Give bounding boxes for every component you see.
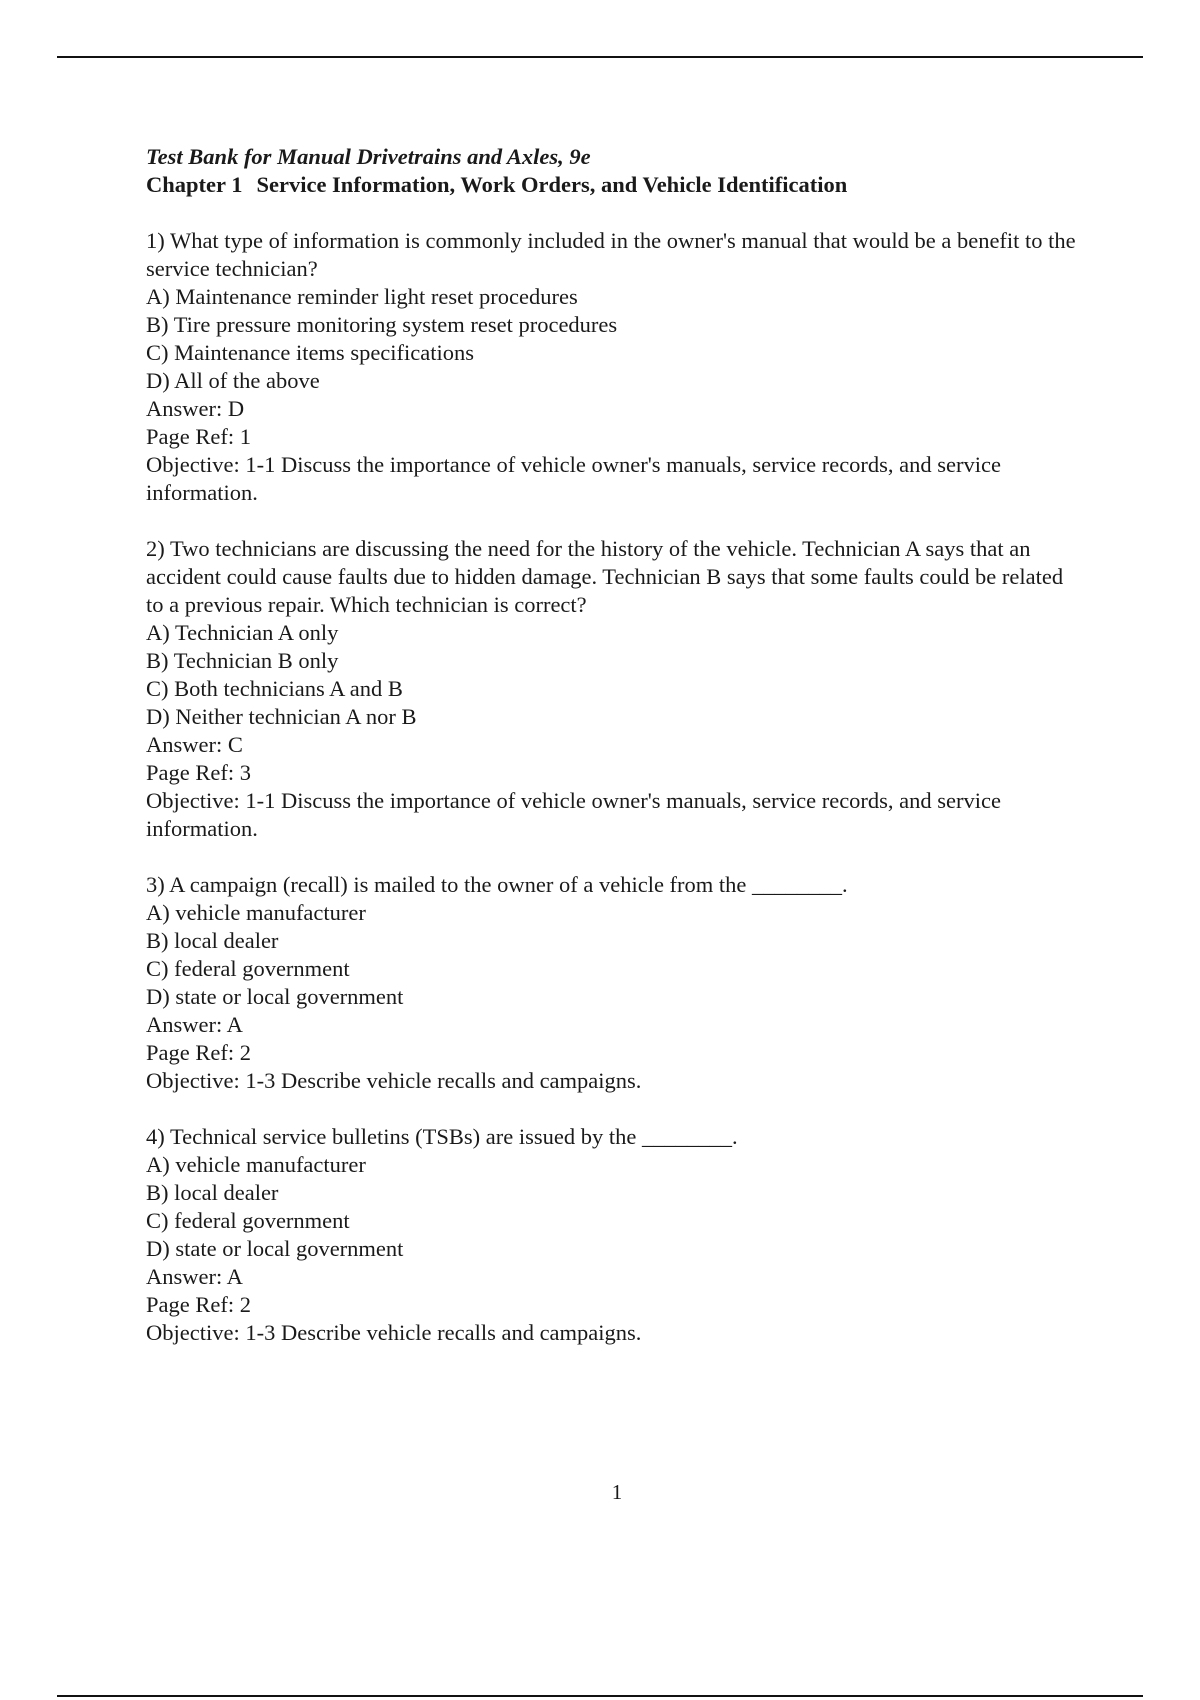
question-4 — [146, 1123, 1086, 1347]
option-a: A) vehicle manufacturer — [146, 900, 366, 925]
answer: Answer: A — [146, 1264, 243, 1289]
option-a: A) Maintenance reminder light reset procedures — [146, 284, 578, 309]
option-d: D) state or local government — [146, 1236, 404, 1261]
option-a: A) vehicle manufacturer — [146, 1152, 366, 1177]
option-d: D) All of the above — [146, 368, 320, 393]
option-c: C) federal government — [146, 956, 350, 981]
objective: Objective: 1-1 Discuss the importance of vehicle owner's manuals, service records, and service information. — [146, 788, 1001, 841]
bottom-rule — [57, 1695, 1143, 1697]
answer: Answer: A — [146, 1012, 243, 1037]
question-3 — [146, 871, 1086, 1095]
option-b: B) local dealer — [146, 1180, 279, 1205]
option-b: B) local dealer — [146, 928, 279, 953]
page-ref: Page Ref: 1 — [146, 424, 251, 449]
page-ref: Page Ref: 3 — [146, 760, 251, 785]
answer: Answer: D — [146, 396, 245, 421]
page-ref: Page Ref: 2 — [146, 1040, 251, 1065]
question-2 — [146, 535, 1086, 843]
answer: Answer: C — [146, 732, 243, 757]
option-d: D) Neither technician A nor B — [146, 704, 417, 729]
question-stem: 1) What type of information is commonly included in the owner's manual that would be a benefit to the service technician? — [146, 228, 1076, 281]
option-b: B) Technician B only — [146, 648, 339, 673]
objective: Objective: 1-3 Describe vehicle recalls and campaigns. — [146, 1320, 642, 1345]
option-c: C) federal government — [146, 1208, 350, 1233]
option-a: A) Technician A only — [146, 620, 339, 645]
page-number: 1 — [611, 1480, 623, 1504]
question-stem: 3) A campaign (recall) is mailed to the owner of a vehicle from the ________. — [146, 872, 848, 897]
question-stem: 4) Technical service bulletins (TSBs) are issued by the ________. — [146, 1124, 738, 1149]
document-body — [146, 143, 1086, 1347]
question-1 — [146, 227, 1086, 507]
top-rule — [57, 56, 1143, 58]
option-c: C) Both technicians A and B — [146, 676, 403, 701]
option-d: D) state or local government — [146, 984, 404, 1009]
option-b: B) Tire pressure monitoring system reset procedures — [146, 312, 618, 337]
objective: Objective: 1-1 Discuss the importance of vehicle owner's manuals, service records, and service information. — [146, 452, 1001, 505]
chapter-heading — [146, 171, 1086, 199]
document-title: Test Bank for Manual Drivetrains and Axles, 9e — [146, 144, 591, 169]
objective: Objective: 1-3 Describe vehicle recalls and campaigns. — [146, 1068, 642, 1093]
chapter-label: Chapter 1 — [146, 172, 243, 197]
chapter-name: Service Information, Work Orders, and Vehicle Identification — [256, 172, 848, 197]
option-c: C) Maintenance items specifications — [146, 340, 475, 365]
question-stem: 2) Two technicians are discussing the need for the history of the vehicle. Technician A says that an accident could cause faults due to hidden damage. Technician B says that some faults could be related to a previous repair. Which technician is correct? — [146, 536, 1064, 617]
page-ref: Page Ref: 2 — [146, 1292, 251, 1317]
